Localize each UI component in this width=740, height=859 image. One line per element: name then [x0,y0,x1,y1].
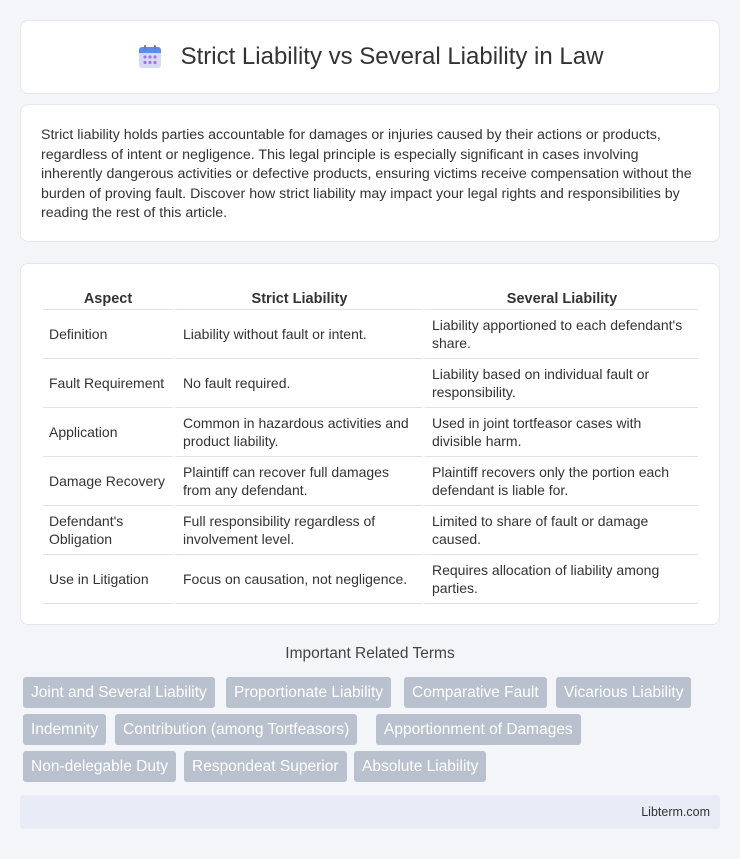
calendar-icon [137,44,163,70]
cell-strict: Focus on causation, not negligence. [173,555,422,604]
table-row [43,506,698,555]
tag-indemnity[interactable]: Indemnity [23,714,106,745]
tag-apportionment-of-damages[interactable]: Apportionment of Damages [376,714,581,745]
tag-proportionate-liability[interactable]: Proportionate Liability [226,677,391,708]
cell-several: Limited to share of fault or damage caused. [422,506,698,555]
cell-aspect: Damage Recovery [43,457,173,506]
footer [20,795,720,829]
cell-strict: Liability without fault or intent. [173,310,422,359]
cell-several: Plaintiff recovers only the portion each defendant is liable for. [422,457,698,506]
title-wrap [137,43,604,71]
cell-aspect: Definition [43,310,173,359]
cell-aspect: Defendant's Obligation [43,506,173,555]
table-header-row [43,284,698,310]
cell-aspect: Use in Litigation [43,555,173,604]
cell-several: Liability based on individual fault or responsibility. [422,359,698,408]
cell-aspect: Fault Requirement [43,359,173,408]
header-strict-liability: Strict Liability [173,284,422,310]
table-row [43,310,698,359]
related-terms-title: Important Related Terms [285,645,455,662]
comparison-table-card [20,263,720,625]
header-card [20,20,720,94]
comparison-table [43,284,698,604]
cell-several: Requires allocation of liability among parties. [422,555,698,604]
tag-absolute-liability[interactable]: Absolute Liability [354,751,486,782]
page-title: Strict Liability vs Several Liability in Law [180,43,604,70]
cell-strict: Common in hazardous activities and product liability. [173,408,422,457]
footer-site-link[interactable]: Libterm.com [641,805,710,819]
header-several-liability: Several Liability [422,284,698,310]
cell-strict: Plaintiff can recover full damages from any defendant. [173,457,422,506]
table-row [43,359,698,408]
table-row [43,408,698,457]
cell-strict: No fault required. [173,359,422,408]
table-row [43,457,698,506]
tag-respondeat-superior[interactable]: Respondeat Superior [184,751,347,782]
tag-non-delegable-duty[interactable]: Non-delegable Duty [23,751,176,782]
cell-aspect: Application [43,408,173,457]
cell-several: Liability apportioned to each defendant's share. [422,310,698,359]
tag-vicarious-liability[interactable]: Vicarious Liability [556,677,691,708]
cell-several: Used in joint tortfeasor cases with divisible harm. [422,408,698,457]
tag-contribution[interactable]: Contribution (among Tortfeasors) [115,714,357,745]
intro-text: Strict liability holds parties accountable for damages or injuries caused by their actions or products, regardless of intent or negligence. This legal principle is especially significant in cases involving inherently dangerous activities or defective products, ensuring victims receive compensation without the burden of proving fault. Discover how strict liability may impact your legal rights and responsibilities by reading the rest of this article. [41,127,692,222]
tag-comparative-fault[interactable]: Comparative Fault [404,677,547,708]
cell-strict: Full responsibility regardless of involvement level. [173,506,422,555]
intro-card [20,104,720,242]
tag-joint-and-several-liability[interactable]: Joint and Several Liability [23,677,215,708]
header-aspect: Aspect [43,284,173,310]
table-row [43,555,698,604]
